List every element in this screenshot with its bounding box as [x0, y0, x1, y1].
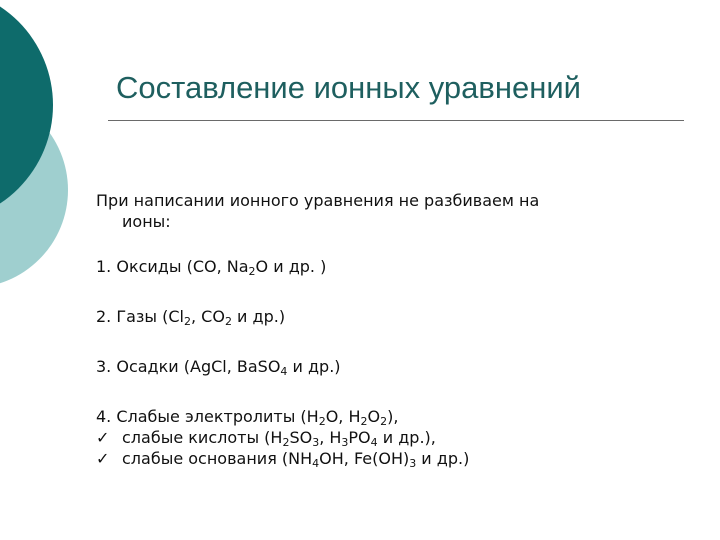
slide-title: Составление ионных уравнений [116, 70, 581, 105]
item-gases: 2. Газы ($Cl_2$, $CO_2$ и др.) [96, 307, 286, 328]
slide-body [96, 190, 696, 469]
checkmark-icon: ✓ [96, 428, 110, 447]
title-divider [108, 120, 684, 121]
item-oxides: 1. Оксиды (CO, $Na_2O$ и др. ) [96, 257, 327, 278]
item-weak-electrolytes: 4. Слабые электролиты ($H_2O$, $H_2O_2$), [96, 407, 399, 428]
intro-line-2: ионы: [122, 212, 171, 231]
decorative-circles [0, 0, 90, 300]
intro-line-1: При написании ионного уравнения не разбиваем на [96, 191, 540, 210]
item-precipitates: 3. Осадки (AgCl, BaSO$_4$ и др.) [96, 357, 341, 378]
item-weak-acids: ✓ слабые кислоты ($H_2SO_3$, $H_3PO_4$ и др.), [96, 428, 436, 449]
checkmark-icon: ✓ [96, 449, 110, 468]
item-weak-bases: ✓ слабые основания ($NH_4OH$, $Fe(OH)_3$ и др.) [96, 449, 470, 470]
